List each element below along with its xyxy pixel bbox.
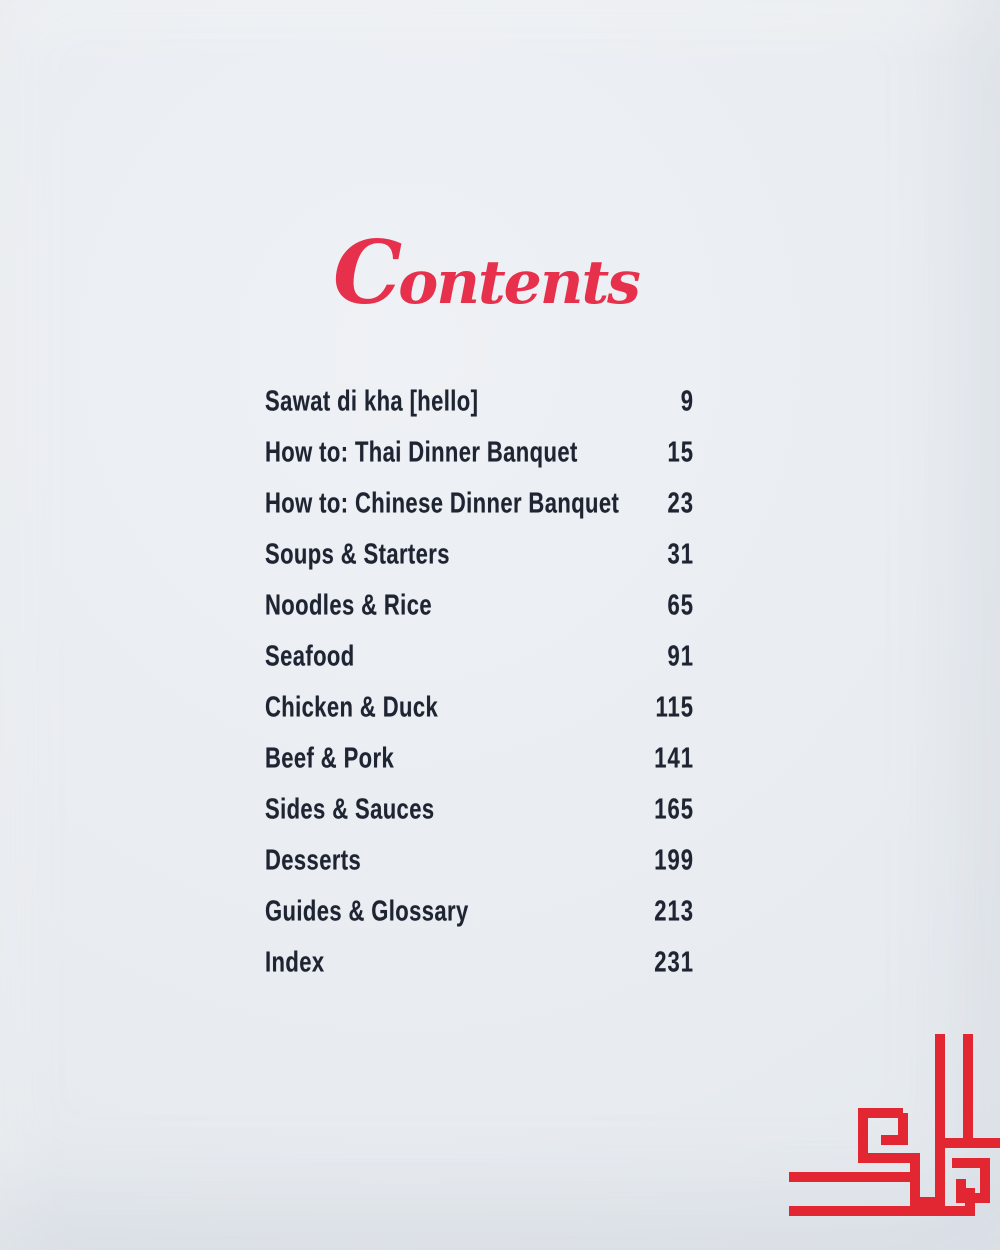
toc-entry-label: Sides & Sauces <box>265 792 435 826</box>
toc-entry <box>265 641 694 692</box>
toc-entry-page-number: 141 <box>654 741 694 775</box>
toc-entry <box>265 386 694 437</box>
toc-entry <box>265 947 694 998</box>
toc-entry <box>265 488 694 539</box>
toc-entry <box>265 743 694 794</box>
toc-entry <box>265 896 694 947</box>
toc-entry <box>265 437 694 488</box>
toc-entry-label: Guides & Glossary <box>265 894 469 928</box>
toc-entry-label: How to: Thai Dinner Banquet <box>265 435 578 469</box>
toc-entry <box>265 845 694 896</box>
toc-entry-page-number: 165 <box>654 792 694 826</box>
toc-entry-page-number: 23 <box>667 486 694 520</box>
toc-entry <box>265 539 694 590</box>
toc-entry-label: Soups & Starters <box>265 537 450 571</box>
toc-entry-label: Desserts <box>265 843 362 877</box>
toc-entry-label: Seafood <box>265 639 355 673</box>
toc-entry-label: Chicken & Duck <box>265 690 439 724</box>
toc-entry <box>265 692 694 743</box>
toc-entry-page-number: 15 <box>667 435 694 469</box>
toc-entry-page-number: 115 <box>655 690 694 724</box>
toc-entry-page-number: 213 <box>654 894 694 928</box>
fret-bar-upper-left <box>789 1177 915 1211</box>
toc-entry-label: Index <box>265 945 325 979</box>
toc-entry <box>265 590 694 641</box>
toc-entry-page-number: 231 <box>654 945 694 979</box>
toc-entry-page-number: 31 <box>667 537 694 571</box>
toc-entry-label: Sawat di kha [hello] <box>265 384 479 418</box>
toc-entry-label: Noodles & Rice <box>265 588 432 622</box>
corner-fret-ornament <box>779 1019 1000 1250</box>
toc-entry-label: How to: Chinese Dinner Banquet <box>265 486 620 520</box>
page-title: Contents <box>333 221 639 324</box>
toc-entry-label: Beef & Pork <box>265 741 395 775</box>
toc-entry <box>265 794 694 845</box>
toc-entry-page-number: 199 <box>654 843 694 877</box>
toc-entry-page-number: 91 <box>667 639 694 673</box>
toc-entry-page-number: 9 <box>680 384 694 418</box>
table-of-contents <box>265 386 694 998</box>
toc-entry-page-number: 65 <box>667 588 694 622</box>
